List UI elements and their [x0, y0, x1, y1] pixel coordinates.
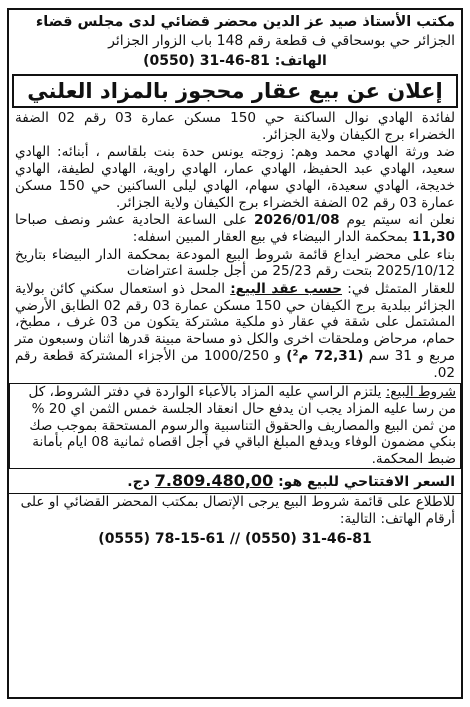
deposit-paragraph: بناء على محضر ايداع قائمة شروط البيع المودعة بمحكمة الدار البيضاء بتاريخ 2025/10/12 بتحت رقم 25/23 من أجل جلسة اعتراضات: [15, 246, 455, 280]
property-description: المحل ذو استعمال سكني كائن بولاية الجزائر ببلدية برج الكيفان حي 150 مسكن عمارة 03 رقم 02 الطابق الأرضي المشتمل على شقة في عقار ذو ملكية مشتركة يتكون من 03 غرف ، مطبخ، حمام، مرحاض وملحقات اخرى والكل ذو مساحة مبينة قدرها اثنان وسبعون متر مربع و 31 سم: [15, 281, 455, 364]
price-amount: 7.809.480,00: [154, 470, 274, 490]
office-header: [9, 10, 461, 71]
office-phone: الهاتف: 81-46-31 (0550): [143, 53, 327, 69]
conditions-label: شروط البيع:: [385, 384, 456, 401]
property-end: و 1000/250 من الأجزاء المشتركة قطعة رقم 02.: [15, 347, 455, 381]
announcement-body: [9, 110, 461, 381]
property-deed-title: حسب عقد البيع:: [230, 281, 342, 298]
date-suffix: بمحكمة الدار البيضاء في بيع العقار المبين اسفله:: [132, 228, 408, 245]
contact-footer: [9, 494, 461, 550]
contact-phones: (0555) 78-15-61 // (0550) 31-46-81: [98, 530, 372, 547]
announcement-title: إعلان عن بيع عقار محجوز بالمزاد العلني: [12, 74, 458, 108]
property-area: (72,31 م²): [286, 347, 364, 364]
date-mid: على الساعة الحادية عشر ونصف صباحا: [15, 212, 248, 229]
beneficiary-paragraph: لفائدة الهادي نوال الساكنة حي 150 مسكن عمارة 03 رقم 02 الضفة الخضراء برج الكيفان ولاية الجزائر.: [15, 110, 455, 143]
conditions-text: يلتزم الراسي عليه المزاد بالأعباء الواردة في دفتر الشروط، كل من رسا عليه المزاد يجب ان يدفع حال انعقاد الجلسة خمس الثمن اي 20 % من ثمن البيع والمصاريف والحقوق التناسبية والرسوم المستحقة بموجب صك بنكي مضمون الوفاء ويدفع المبلغ الباقي في أجل اقصاه ثمانية 08 ايام بأمانة ضبط المحكمة.: [28, 384, 456, 468]
office-name: مكتب الأستاذ صيد عز الدين محضر قضائي لدى مجلس قضاء: [35, 14, 455, 30]
contact-text: للاطلاع على قائمة شروط البيع يرجى الإتصال بمكتب المحضر القضائي او على أرقام الهاتف: التالية:: [20, 493, 455, 527]
opening-price: [9, 471, 461, 494]
date-prefix: نعلن انه سيتم يوم: [346, 212, 455, 229]
property-prefix: للعقار المتمثل في:: [347, 281, 455, 298]
price-currency: دج.: [127, 473, 150, 490]
office-address: الجزائر حي بوسحاقي ف قطعة رقم 148 باب الزوار الجزائر: [108, 33, 455, 49]
property-paragraph: [15, 281, 455, 381]
auction-time: 11,30: [412, 228, 455, 245]
sale-conditions-box: [9, 383, 461, 469]
auction-date-paragraph: [15, 212, 455, 245]
defendants-paragraph: ضد ورثة الهادي محمد وهم: زوجته يونس حدة بنت بلقاسم ، أبنائه: الهادي سعيد، الهادي عبد الحفيظ، الهادي عمار، الهادي راوية، الهادي لطيفة، الهادي خديجة، الهادي سعيدة، الهادي سهام، الهادي ليلى الساكنين حي 150 مسكن عمارة 03 رقم 02 الضفة الخضراء برج الكيفان ولاية الجزائر.: [15, 144, 455, 211]
announcement-page: [7, 8, 463, 699]
price-label: السعر الافتتاحي للبيع هو:: [278, 473, 455, 490]
auction-date: 2026/01/08: [254, 212, 340, 229]
